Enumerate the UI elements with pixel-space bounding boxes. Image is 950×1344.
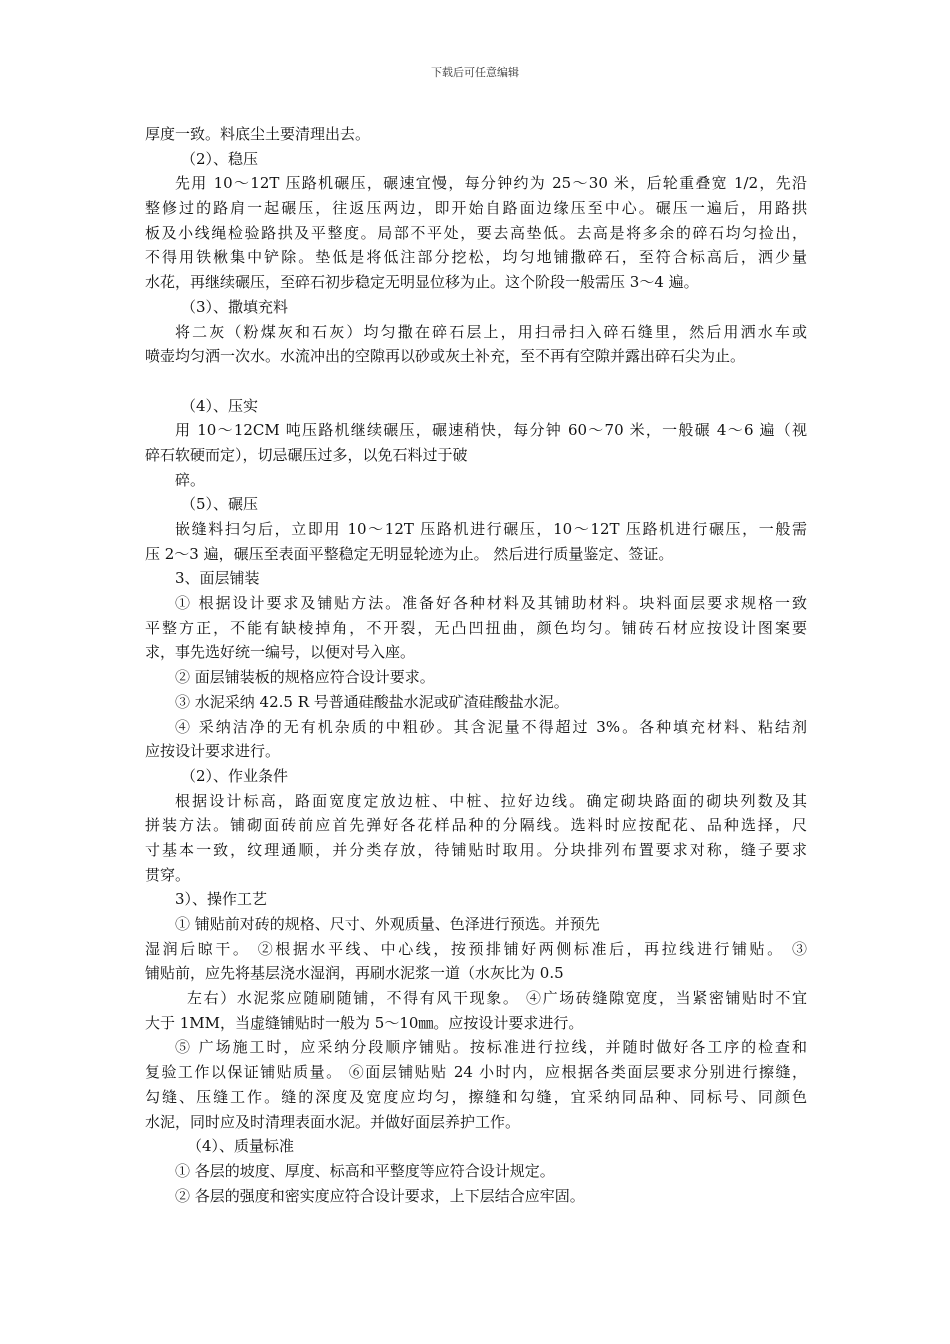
paragraph-line: 用 10～12CM 吨压路机继续碾压，碾速稍快，每分钟 60～70 米，一般碾 4～6 遍（视 (175, 421, 807, 440)
section-heading: （4）、质量标准 (187, 1137, 295, 1156)
paragraph-line: 碎石软硬而定），切忌碾压过多，以免石料过于破 (145, 445, 468, 464)
paragraph-line: 应按设计要求进行。 (145, 742, 281, 761)
section-heading: （2）、稳压 (181, 149, 259, 168)
paragraph-line: 大于 1MM，当虚缝铺贴时一般为 5～10㎜。应按设计要求进行。 (145, 1013, 584, 1032)
paragraph-line: ② 各层的强度和密实度应符合设计要求，上下层结合应牢固。 (175, 1186, 585, 1205)
section-heading: （4）、压实 (181, 396, 259, 415)
section-heading: （2）、作业条件 (181, 766, 289, 785)
paragraph-line: 板及小线绳检验路拱及平整度。局部不平处，要去高垫低。去高是将多余的碎石均匀捡出， (145, 223, 807, 242)
paragraph-line: ① 铺贴前对砖的规格、尺寸、外观质量、色泽进行预选。并预先 (175, 915, 600, 933)
paragraph-line: 碎。 (175, 470, 206, 489)
document-body (145, 122, 807, 1208)
paragraph-line: 整修过的路肩一起碾压，往返压两边，即开始自路面边缘压至中心。碾压一遍后，用路拱 (145, 199, 807, 218)
paragraph-line: 平整方正，不能有缺棱掉角，不开裂，无凸凹扭曲，颜色均匀。铺砖石材应按设计图案要 (145, 618, 807, 637)
paragraph-line: 寸基本一致，纹理通顺，并分类存放，待铺贴时取用。分块排列布置要求对称，缝子要求 (145, 840, 807, 859)
section-heading: 3）、操作工艺 (175, 890, 268, 909)
paragraph-line: 拼装方法。铺砌面砖前应首先弹好各花样品种的分隔线。选料时应按配花、品种选择，尺 (145, 816, 807, 835)
paragraph-line: 勾缝、压缝工作。缝的深度及宽度应均匀，擦缝和勾缝，宜采纳同品种、同标号、同颜色 (145, 1087, 807, 1106)
section-heading: 3、面层铺装 (175, 569, 260, 588)
paragraph-line: 湿润后晾干。 ②根据水平线、中心线，按预排铺好两侧标准后，再拉线进行铺贴。 ③ (145, 939, 807, 958)
paragraph-line: ② 面层铺装板的规格应符合设计要求。 (175, 668, 435, 687)
section-heading: （3）、撒填充料 (181, 297, 289, 316)
paragraph-line: 求，事先选好统一编号，以便对号入座。 (145, 643, 416, 662)
section-heading: （5）、碾压 (181, 495, 259, 514)
paragraph-line: ① 各层的坡度、厚度、标高和平整度等应符合设计规定。 (175, 1161, 555, 1180)
paragraph-line: 左右）水泥浆应随刷随铺，不得有风干现象。 ④广场砖缝隙宽度，当紧密铺贴时不宜 (187, 989, 807, 1008)
paragraph-line: 贯穿。 (145, 865, 191, 884)
paragraph-line: 铺贴前，应先将基层浇水湿润，再刷水泥浆一道（水灰比为 0.5 (145, 964, 564, 983)
paragraph-line: ④ 采纳洁净的无有机杂质的中粗砂。其含泥量不得超过 3%。各种填充材料、粘结剂 (175, 717, 807, 736)
blank-line (145, 369, 807, 394)
paragraph-line: 水泥，同时应及时清理表面水泥。并做好面层养护工作。 (145, 1112, 521, 1131)
paragraph-line: 厚度一致。料底尘土要清理出去。 (145, 125, 371, 143)
paragraph-line: 不得用铁楸集中铲除。垫低是将低注部分挖松，均匀地铺撒碎石，至符合标高后，洒少量 (145, 248, 807, 267)
paragraph-line: 复验工作以保证铺贴质量。 ⑥面层铺贴贴 24 小时内，应根据各类面层要求分别进行擦缝， (145, 1063, 807, 1082)
paragraph-line: ① 根据设计要求及铺贴方法。准备好各种材料及其铺助材料。块料面层要求规格一致 (175, 594, 807, 613)
paragraph-line: ⑤ 广场施工时，应采纳分段顺序铺贴。按标准进行拉线，并随时做好各工序的检查和 (175, 1038, 807, 1057)
page-header: 下载后可任意编辑 (431, 66, 519, 79)
paragraph-line: 将二灰（粉煤灰和石灰）均匀撒在碎石层上，用扫帚扫入碎石缝里，然后用洒水车或 (175, 322, 807, 341)
paragraph-line: 喷壶均匀洒一次水。水流冲出的空隙再以砂或灰土补充，至不再有空隙并露出碎石尖为止。 (145, 347, 746, 366)
paragraph-line: 嵌缝料扫匀后，立即用 10～12T 压路机进行碾压，10～12T 压路机进行碾压，一般需 (175, 520, 807, 538)
paragraph-line: 水花，再继续碾压，至碎石初步稳定无明显位移为止。这个阶段一般需压 3～4 遍。 (145, 273, 699, 292)
paragraph-line: 压 2～3 遍，碾压至表面平整稳定无明显轮迹为止。 然后进行质量鉴定、签证。 (145, 544, 674, 563)
paragraph-line: 先用 10～12T 压路机碾压，碾速宜慢，每分钟约为 25～30 米，后轮重叠宽 1/2，先沿 (175, 174, 807, 193)
paragraph-line: ③ 水泥采纳 42.5 R 号普通硅酸盐水泥或矿渣硅酸盐水泥。 (175, 692, 569, 711)
paragraph-line: 根据设计标高，路面宽度定放边桩、中桩、拉好边线。确定砌块路面的砌块列数及其 (175, 791, 807, 810)
